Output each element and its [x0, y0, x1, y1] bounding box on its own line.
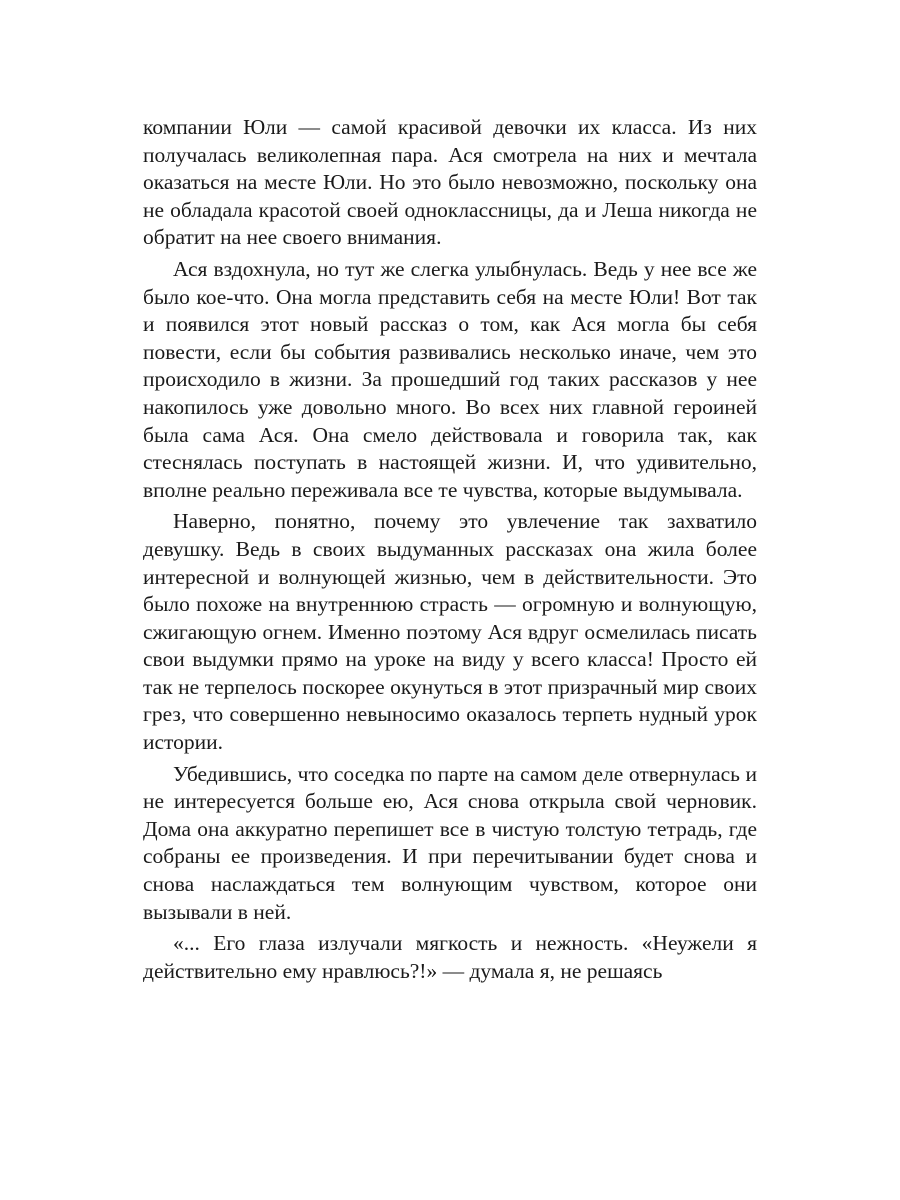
book-page — [143, 114, 757, 989]
paragraph-3: Наверно, понятно, почему это увлечение так захватило девушку. Ведь в своих выдуманных рассказах она жила более интересной и волнующей жизнью, чем в действительности. Это было похоже на внутреннюю страсть — огромную и волнующую, сжигающую огнем. Именно поэтому Ася вдруг осмелилась писать свои выдумки прямо на уроке на виду у всего класса! Просто ей так не терпелось поскорее окунуться в этот призрачный мир своих грез, что совершенно невыносимо оказалось терпеть нудный урок истории. — [143, 509, 757, 755]
paragraph-2: Ася вздохнула, но тут же слегка улыбнулась. Ведь у нее все же было кое-что. Она могла представить себя на месте Юли! Вот так и появился этот новый рассказ о том, как Ася могла бы себя повести, если бы события развивались несколько иначе, чем это происходило в жизни. За прошедший год таких рассказов у нее накопилось уже довольно много. Во всех них главной героиней была сама Ася. Она смело действовала и говорила так, как стеснялась поступать в настоящей жизни. И, что удивительно, вполне реально переживала все те чувства, которые выдумывала. — [143, 256, 757, 502]
paragraph-1: компании Юли — самой красивой девочки их класса. Из них получалась великолепная пара. Ася смотрела на них и мечтала оказаться на месте Юли. Но это было невозможно, поскольку она не обладала красотой своей одноклассницы, да и Леша никогда не обратит на нее своего внимания. — [143, 115, 757, 250]
paragraph-5: «... Его глаза излучали мягкость и нежность. «Неужели я действительно ему нравлюсь?!» — думала я, не решаясь — [143, 931, 757, 983]
paragraph-4: Убедившись, что соседка по парте на самом деле отвернулась и не интересуется больше ею, Ася снова открыла свой черновик. Дома она аккуратно перепишет все в чистую толстую тетрадь, где собраны ее произведения. И при перечитывании будет снова и снова наслаждаться тем волнующим чувством, которое они вызывали в ней. — [143, 761, 757, 924]
